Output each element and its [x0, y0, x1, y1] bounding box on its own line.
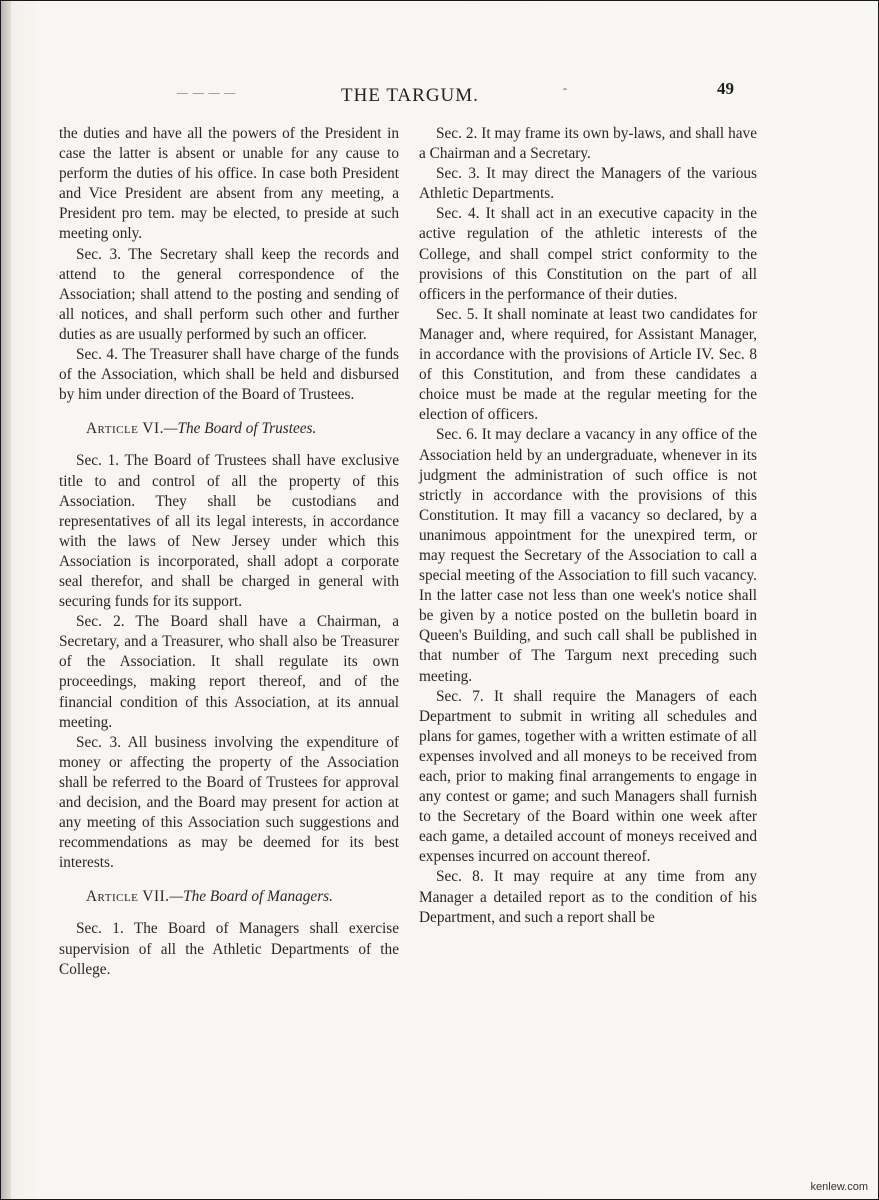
- article-heading: [59, 419, 399, 439]
- watermark: kenlew.com: [810, 1181, 868, 1193]
- stray-marks: — — — —: [177, 87, 237, 99]
- paragraph: Sec. 6. It may declare a vacancy in any office of the Association held by an undergraduate, whenever in its judgment the administration of such office is not strictly in accordance with the provisions of this Constitution. It may fill a vacancy so declared, by a unanimous appointment for the unexpired term, or may request the Secretary of the Association to call a special meeting of the Association to fill such vacancy. In the latter case not less than one week's notice shall be given by a notice posted on the bulletin board in Queen's Building, and such call shall be published in that number of The Targum next preceding such meeting.: [419, 426, 757, 685]
- paragraph: Sec. 3. It may direct the Managers of the various Athletic Departments.: [419, 165, 757, 203]
- running-title: THE TARGUM.: [341, 85, 479, 106]
- paragraph: Sec. 8. It may require at any time from any Manager a detailed report as to the condition of his Department, and such a report shall be: [419, 868, 757, 926]
- article-label: Article VI.: [86, 420, 164, 438]
- paragraph: Sec. 1. The Board of Trustees shall have exclusive title to and control of all the property of this Association. They shall be custodians and representatives of all its legal interests, in accordance with the laws of New Jersey under which this Association is incorporated, shall adopt a corporate seal therefor, and shall be charged in general with securing funds for its support.: [59, 452, 399, 611]
- article-title: —The Board of Trustees.: [163, 420, 317, 438]
- right-column: [419, 124, 757, 928]
- article-heading: [59, 887, 399, 907]
- paragraph: Sec. 3. The Secretary shall keep the records and attend to the general correspondence of the Association; shall attend to the posting and sending of all notices, and shall perform such other and further duties as are usually performed by such an officer.: [59, 245, 399, 343]
- left-column: [59, 124, 399, 980]
- paragraph: Sec. 5. It shall nominate at least two candidates for Manager and, where required, for Assistant Manager, in accordance with the provisions of Article IV. Sec. 8 of this Constitution, and from these candidates a choice must be made at the regular meeting for the election of officers.: [419, 305, 757, 424]
- article-title: —The Board of Managers.: [169, 888, 333, 906]
- paragraph: Sec. 7. It shall require the Managers of each Department to submit in writing all schedules and plans for games, together with a written estimate of all expenses involved and all moneys to be received from each, prior to making final arrangements to engage in any contest or game; and such Managers shall furnish to the Secretary of the Board within one week after each game, a detailed account of moneys received and expenses incurred on account thereof.: [419, 687, 757, 866]
- paragraph: the duties and have all the powers of the President in case the latter is absent or unable for any cause to perform the duties of his office. In case both President and Vice President are absent from any meeting, a President pro tem. may be elected, to preside at such meeting only.: [59, 125, 399, 243]
- article-label: Article VII.: [86, 888, 170, 906]
- paragraph: Sec. 2. The Board shall have a Chairman, a Secretary, and a Treasurer, who shall also be Treasurer of the Association. It shall regulate its own proceedings, making report thereof, and of the financial condition of this Association, at its annual meeting.: [59, 613, 399, 731]
- paragraph: Sec. 4. It shall act in an executive capacity in the active regulation of the athletic interests of the College, and shall compel strict conformity to the provisions of this Constitution on the part of all officers in the performance of their duties.: [419, 205, 757, 303]
- paragraph: Sec. 1. The Board of Managers shall exercise supervision of all the Athletic Departments of the College.: [59, 920, 399, 978]
- paragraph: Sec. 4. The Treasurer shall have charge of the funds of the Association, which shall be held and disbursed by him under direction of the Board of Trustees.: [59, 346, 399, 404]
- paragraph: Sec. 3. All business involving the expenditure of money or affecting the property of the Association shall be referred to the Board of Trustees for approval and decision, and the Board may present for action at any meeting of this Association such suggestions and recommendations as may be deemed for its best interests.: [59, 733, 399, 872]
- page-number: 49: [717, 79, 734, 98]
- stray-tick: -: [563, 81, 567, 95]
- paragraph: Sec. 2. It may frame its own by-laws, and shall have a Chairman and a Secretary.: [419, 125, 757, 163]
